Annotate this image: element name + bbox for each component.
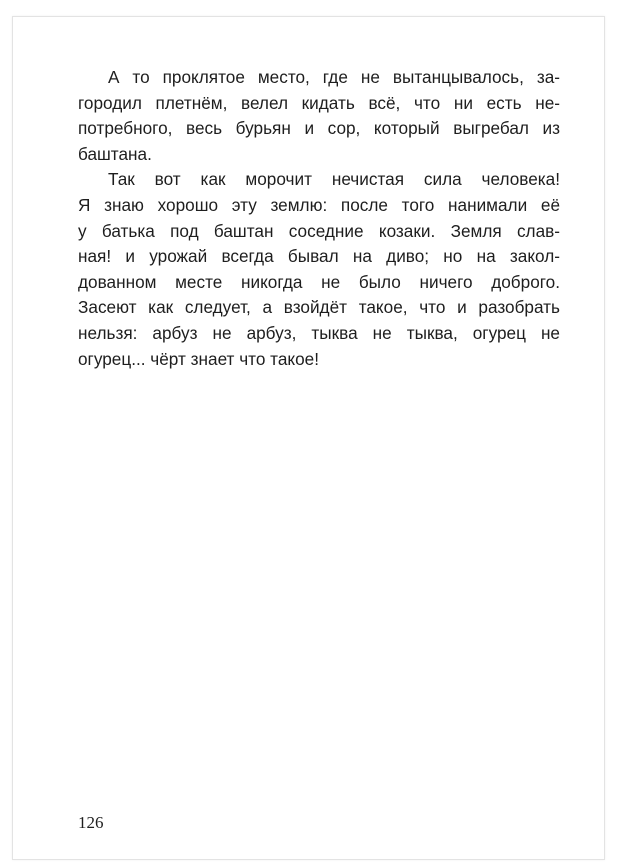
text-line: огурец... чёрт знает что такое! <box>78 348 320 369</box>
text-line: потребного, весь бурьян и сор, который выгребал из <box>78 118 560 139</box>
text-line: А то проклятое место, где не вытанцывалось, за- <box>108 67 560 87</box>
text-line: городил плетнём, велел кидать всё, что ни есть не- <box>78 92 560 113</box>
paragraph-2 <box>78 167 560 372</box>
text-line: Засеют как следует, а взойдёт такое, что и разобрать <box>78 297 560 318</box>
text-line: у батька под баштан соседние козаки. Земля слав- <box>78 220 560 241</box>
book-page <box>12 16 605 860</box>
page-number: 126 <box>78 813 104 832</box>
body-text <box>78 65 560 372</box>
text-line: баштана. <box>78 143 152 164</box>
paragraph-1 <box>78 65 560 167</box>
text-line: ная! и урожай всегда бывал на диво; но на закол- <box>78 246 560 267</box>
text-line: нельзя: арбуз не арбуз, тыква не тыква, огурец не <box>78 322 560 343</box>
text-line: Так вот как морочит нечистая сила человека! <box>108 169 560 190</box>
text-line: дованном месте никогда не было ничего доброго. <box>78 271 560 292</box>
text-line: Я знаю хорошо эту землю: после того нанимали её <box>78 194 560 215</box>
